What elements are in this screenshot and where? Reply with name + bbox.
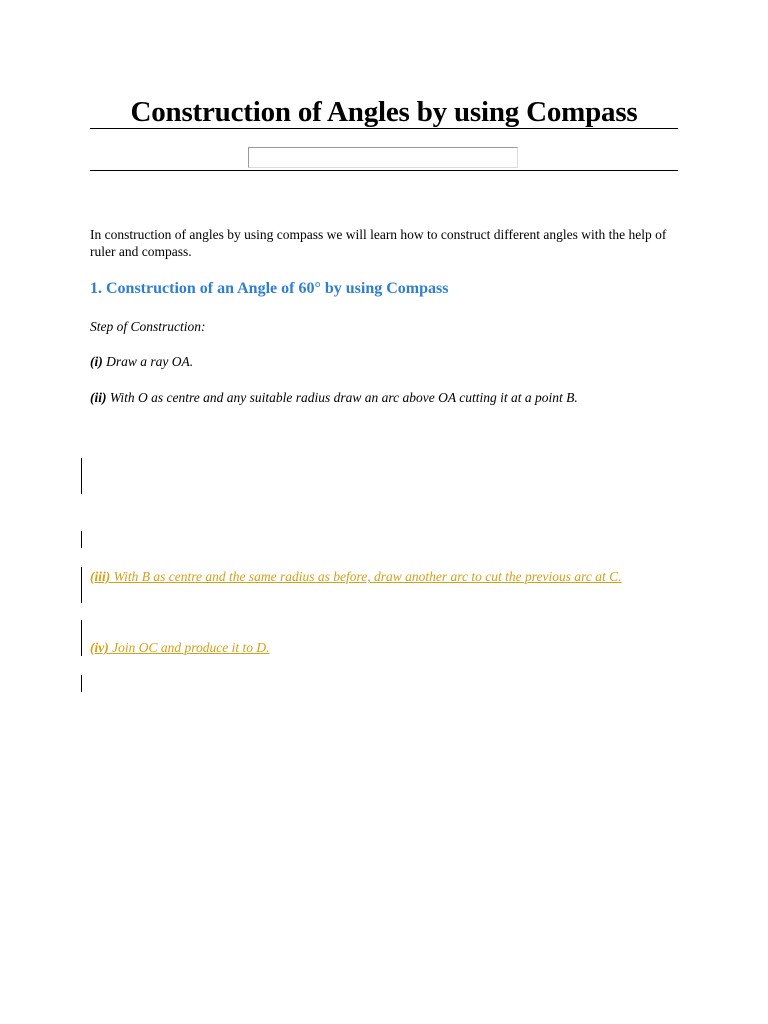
step-text: With B as centre and the same radius as before, draw another arc to cut the previous arc at C. xyxy=(113,569,622,584)
image-placeholder-marker xyxy=(81,567,82,603)
step-text: Join OC and produce it to D. xyxy=(112,640,270,655)
intro-paragraph: In construction of angles by using compass we will learn how to construct different angles with the help of ruler and compass. xyxy=(90,227,667,259)
section-heading: 1. Construction of an Angle of 60° by using Compass xyxy=(90,280,449,297)
step-text: With O as centre and any suitable radius draw an arc above OA cutting it at a point B. xyxy=(109,390,578,405)
step-number: (iv) xyxy=(90,640,109,655)
title-divider xyxy=(90,128,678,129)
step-1 xyxy=(90,353,680,370)
steps-heading: Step of Construction: xyxy=(90,319,206,334)
step-4-link[interactable] xyxy=(90,639,680,656)
step-number: (i) xyxy=(90,354,103,369)
page-title: Construction of Angles by using Compass xyxy=(130,96,638,128)
step-2 xyxy=(90,389,680,406)
image-placeholder-marker xyxy=(81,620,82,656)
header-divider xyxy=(90,170,678,171)
image-placeholder-marker xyxy=(81,531,82,548)
step-number: (iii) xyxy=(90,569,111,584)
search-input[interactable] xyxy=(248,147,518,168)
step-number: (ii) xyxy=(90,390,107,405)
image-placeholder-marker xyxy=(81,458,82,494)
step-3-link[interactable] xyxy=(90,568,680,585)
image-placeholder-marker xyxy=(81,675,82,692)
step-text: Draw a ray OA. xyxy=(106,354,194,369)
